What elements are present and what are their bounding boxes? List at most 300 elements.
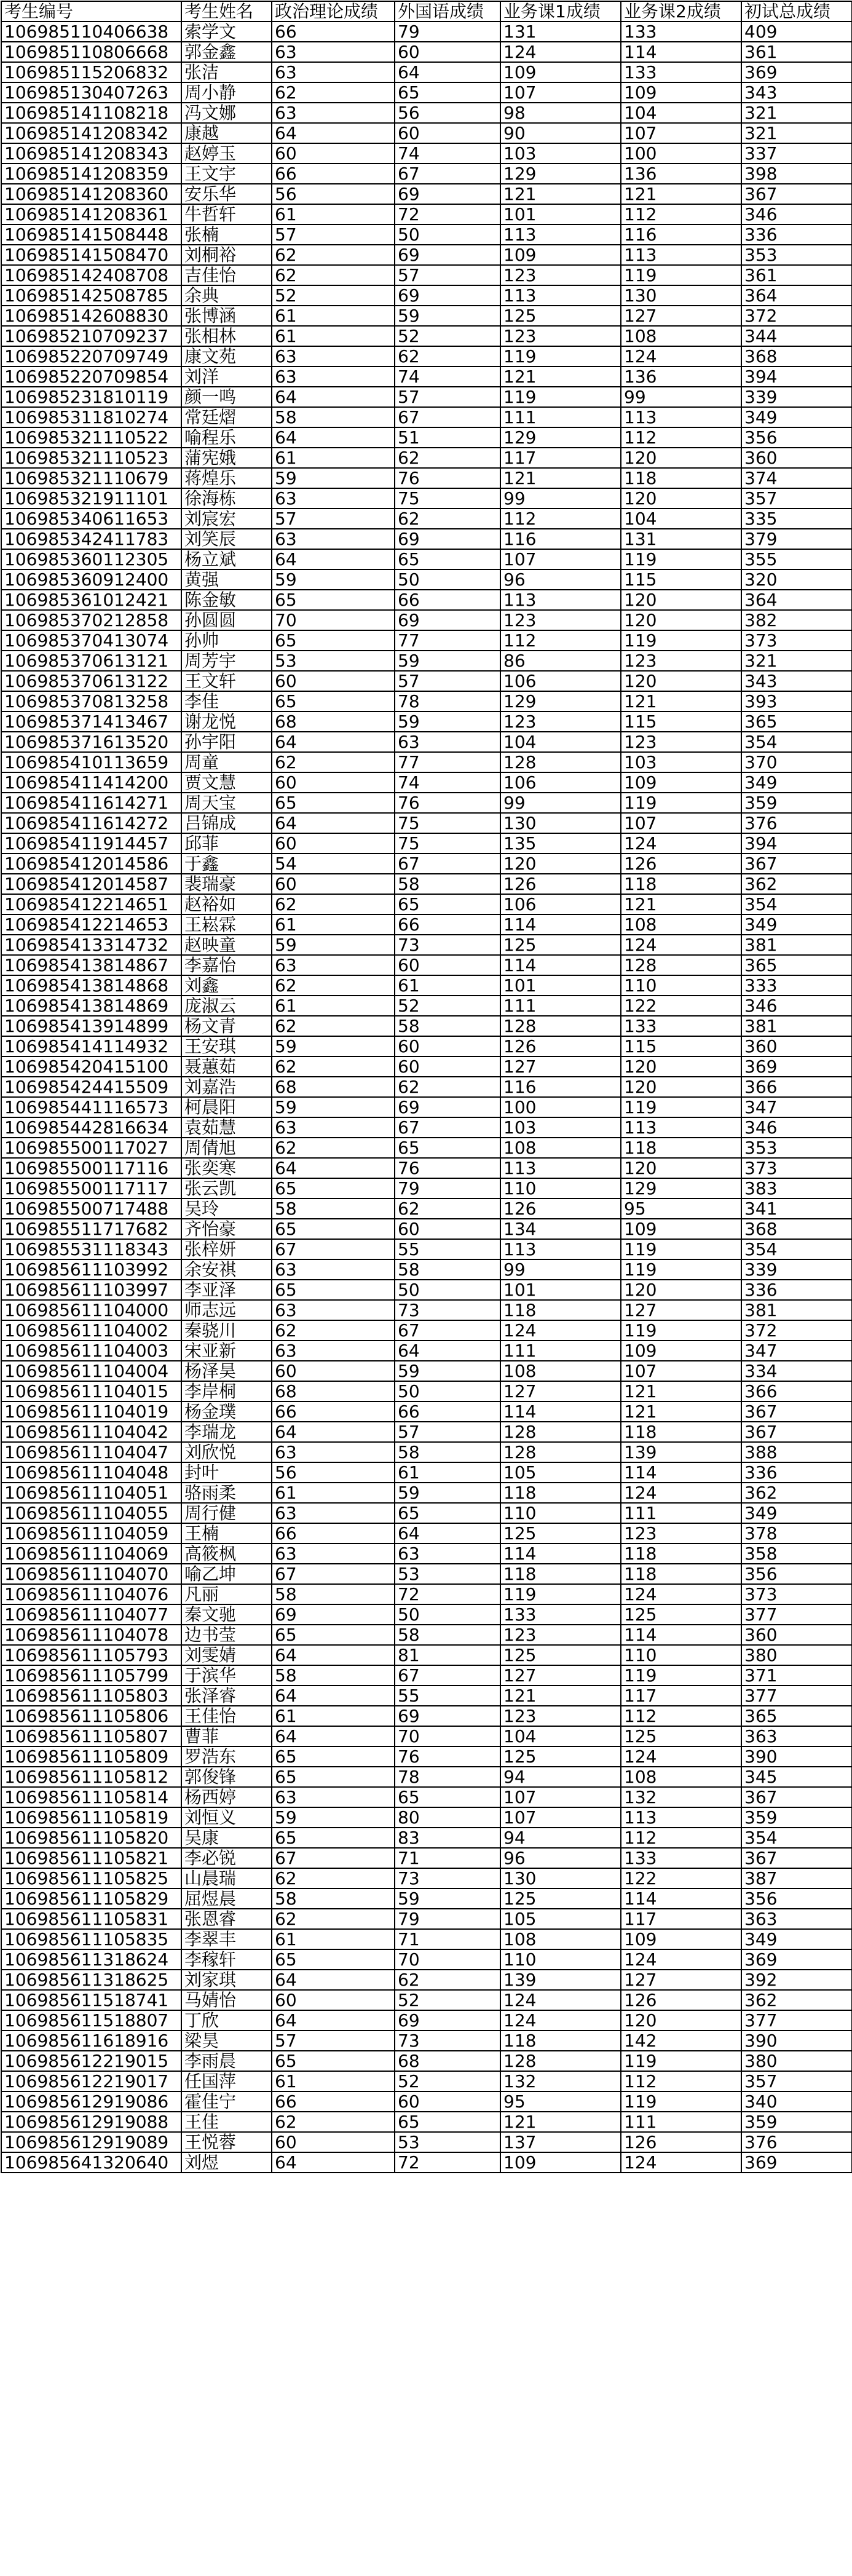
politics-score-cell: 64 xyxy=(272,1422,395,1442)
subject2-score-cell: 133 xyxy=(621,1848,741,1868)
table-row xyxy=(1,204,852,224)
subject2-score-cell: 99 xyxy=(621,387,741,407)
foreign-language-score-cell: 80 xyxy=(395,1807,500,1828)
candidate-id-cell: 106985141108218 xyxy=(1,103,181,123)
table-row xyxy=(1,407,852,427)
subject2-score-cell: 117 xyxy=(621,1909,741,1929)
candidate-id-cell: 106985371613520 xyxy=(1,732,181,752)
subject2-score-cell: 113 xyxy=(621,1807,741,1828)
table-row xyxy=(1,651,852,671)
table-row xyxy=(1,711,852,732)
foreign-language-score-cell: 51 xyxy=(395,427,500,448)
foreign-language-score-cell: 60 xyxy=(395,1036,500,1056)
foreign-language-score-cell: 79 xyxy=(395,22,500,42)
subject1-score-cell: 121 xyxy=(500,1686,621,1706)
total-score-cell: 359 xyxy=(741,793,852,813)
total-score-cell: 365 xyxy=(741,955,852,975)
candidate-name-cell: 罗浩东 xyxy=(181,1746,272,1767)
table-row xyxy=(1,468,852,488)
candidate-name-cell: 刘嘉浩 xyxy=(181,1077,272,1097)
politics-score-cell: 57 xyxy=(272,224,395,245)
subject2-score-cell: 112 xyxy=(621,2071,741,2091)
candidate-name-cell: 刘煜 xyxy=(181,2152,272,2173)
total-score-cell: 377 xyxy=(741,1686,852,1706)
subject1-score-cell: 117 xyxy=(500,448,621,468)
politics-score-cell: 59 xyxy=(272,935,395,955)
politics-score-cell: 63 xyxy=(272,1442,395,1462)
candidate-name-cell: 赵裕如 xyxy=(181,894,272,914)
subject1-score-cell: 125 xyxy=(500,306,621,326)
foreign-language-score-cell: 69 xyxy=(395,1097,500,1117)
candidate-id-cell: 106985531118343 xyxy=(1,1239,181,1259)
total-score-cell: 373 xyxy=(741,630,852,651)
subject2-score-cell: 118 xyxy=(621,1422,741,1442)
total-score-cell: 358 xyxy=(741,1544,852,1564)
foreign-language-score-cell: 71 xyxy=(395,1929,500,1949)
candidate-id-cell: 106985611104059 xyxy=(1,1523,181,1544)
table-row xyxy=(1,1117,852,1138)
table-row xyxy=(1,164,852,184)
table-row xyxy=(1,874,852,894)
subject2-score-cell: 124 xyxy=(621,1746,741,1767)
foreign-language-score-cell: 58 xyxy=(395,1625,500,1645)
politics-score-cell: 57 xyxy=(272,509,395,529)
subject1-score-cell: 107 xyxy=(500,82,621,103)
total-score-cell: 335 xyxy=(741,509,852,529)
politics-score-cell: 66 xyxy=(272,1523,395,1544)
subject2-score-cell: 118 xyxy=(621,874,741,894)
foreign-language-score-cell: 55 xyxy=(395,1686,500,1706)
candidate-name-cell: 刘恒义 xyxy=(181,1807,272,1828)
candidate-id-cell: 106985611105829 xyxy=(1,1888,181,1909)
subject2-score-cell: 121 xyxy=(621,1381,741,1401)
subject1-score-cell: 130 xyxy=(500,1868,621,1888)
subject2-score-cell: 119 xyxy=(621,793,741,813)
subject1-score-cell: 109 xyxy=(500,245,621,265)
total-score-cell: 362 xyxy=(741,874,852,894)
politics-score-cell: 60 xyxy=(272,2132,395,2152)
total-score-cell: 336 xyxy=(741,224,852,245)
subject1-score-cell: 114 xyxy=(500,1544,621,1564)
politics-score-cell: 63 xyxy=(272,1503,395,1523)
subject1-score-cell: 112 xyxy=(500,630,621,651)
table-row xyxy=(1,1280,852,1300)
table-row xyxy=(1,1949,852,1970)
foreign-language-score-cell: 53 xyxy=(395,1564,500,1584)
table-row xyxy=(1,1320,852,1341)
subject2-score-cell: 119 xyxy=(621,1259,741,1280)
subject1-score-cell: 111 xyxy=(500,1341,621,1361)
candidate-id-cell: 106985115206832 xyxy=(1,62,181,82)
total-score-cell: 359 xyxy=(741,1807,852,1828)
table-row xyxy=(1,1645,852,1665)
candidate-name-cell: 王文宇 xyxy=(181,164,272,184)
table-row xyxy=(1,732,852,752)
subject1-score-cell: 96 xyxy=(500,1848,621,1868)
candidate-name-cell: 吴康 xyxy=(181,1828,272,1848)
politics-score-cell: 63 xyxy=(272,1117,395,1138)
candidate-id-cell: 106985141208343 xyxy=(1,143,181,164)
subject2-score-cell: 125 xyxy=(621,1726,741,1746)
foreign-language-score-cell: 60 xyxy=(395,1219,500,1239)
subject2-score-cell: 123 xyxy=(621,651,741,671)
foreign-language-score-cell: 65 xyxy=(395,1138,500,1158)
table-row xyxy=(1,1422,852,1442)
candidate-name-cell: 柯晨阳 xyxy=(181,1097,272,1117)
subject2-score-cell: 109 xyxy=(621,772,741,793)
candidate-name-cell: 张奕寒 xyxy=(181,1158,272,1178)
table-row xyxy=(1,793,852,813)
subject2-score-cell: 139 xyxy=(621,1442,741,1462)
candidate-id-cell: 106985611104019 xyxy=(1,1401,181,1422)
politics-score-cell: 68 xyxy=(272,1077,395,1097)
total-score-cell: 381 xyxy=(741,1016,852,1036)
candidate-id-cell: 106985611105835 xyxy=(1,1929,181,1949)
candidate-name-cell: 边书莹 xyxy=(181,1625,272,1645)
subject1-score-cell: 127 xyxy=(500,1665,621,1686)
candidate-id-cell: 106985611104002 xyxy=(1,1320,181,1341)
candidate-id-cell: 106985370613122 xyxy=(1,671,181,691)
table-row xyxy=(1,103,852,123)
candidate-id-cell: 106985420415100 xyxy=(1,1056,181,1077)
table-row xyxy=(1,1056,852,1077)
foreign-language-score-cell: 64 xyxy=(395,62,500,82)
candidate-id-cell: 106985220709749 xyxy=(1,346,181,367)
candidate-name-cell: 刘宸宏 xyxy=(181,509,272,529)
candidate-id-cell: 106985110806668 xyxy=(1,42,181,62)
candidate-name-cell: 王悦蓉 xyxy=(181,2132,272,2152)
total-score-cell: 373 xyxy=(741,1584,852,1604)
candidate-id-cell: 106985500117116 xyxy=(1,1158,181,1178)
subject2-score-cell: 104 xyxy=(621,509,741,529)
total-score-cell: 372 xyxy=(741,306,852,326)
candidate-id-cell: 106985511717682 xyxy=(1,1219,181,1239)
table-row xyxy=(1,1625,852,1645)
subject2-score-cell: 115 xyxy=(621,711,741,732)
total-score-cell: 363 xyxy=(741,1909,852,1929)
foreign-language-score-cell: 70 xyxy=(395,1726,500,1746)
subject1-score-cell: 121 xyxy=(500,2112,621,2132)
candidate-name-cell: 喻程乐 xyxy=(181,427,272,448)
subject1-score-cell: 127 xyxy=(500,1056,621,1077)
candidate-id-cell: 106985414114932 xyxy=(1,1036,181,1056)
subject1-score-cell: 119 xyxy=(500,387,621,407)
foreign-language-score-cell: 67 xyxy=(395,164,500,184)
candidate-name-cell: 索学文 xyxy=(181,22,272,42)
table-row xyxy=(1,610,852,630)
table-row xyxy=(1,590,852,610)
foreign-language-score-cell: 76 xyxy=(395,1158,500,1178)
subject1-score-cell: 107 xyxy=(500,1807,621,1828)
politics-score-cell: 64 xyxy=(272,1970,395,1990)
politics-score-cell: 65 xyxy=(272,1746,395,1767)
politics-score-cell: 61 xyxy=(272,1929,395,1949)
candidate-id-cell: 106985611318625 xyxy=(1,1970,181,1990)
candidate-id-cell: 106985141508448 xyxy=(1,224,181,245)
subject1-score-cell: 104 xyxy=(500,1726,621,1746)
table-row xyxy=(1,1848,852,1868)
total-score-cell: 362 xyxy=(741,1483,852,1503)
subject2-score-cell: 107 xyxy=(621,813,741,833)
total-score-cell: 369 xyxy=(741,1056,852,1077)
table-row xyxy=(1,996,852,1016)
subject2-score-cell: 121 xyxy=(621,184,741,204)
subject2-score-cell: 131 xyxy=(621,529,741,549)
foreign-language-score-cell: 63 xyxy=(395,732,500,752)
foreign-language-score-cell: 74 xyxy=(395,772,500,793)
candidate-name-cell: 郭俊锋 xyxy=(181,1767,272,1787)
candidate-id-cell: 106985611104069 xyxy=(1,1544,181,1564)
candidate-id-cell: 106985360912400 xyxy=(1,569,181,590)
foreign-language-score-cell: 76 xyxy=(395,1746,500,1767)
total-score-cell: 354 xyxy=(741,894,852,914)
politics-score-cell: 61 xyxy=(272,2071,395,2091)
candidate-name-cell: 周天宝 xyxy=(181,793,272,813)
total-score-cell: 394 xyxy=(741,833,852,854)
candidate-name-cell: 张梓妍 xyxy=(181,1239,272,1259)
subject2-score-cell: 120 xyxy=(621,1280,741,1300)
politics-score-cell: 65 xyxy=(272,630,395,651)
total-score-cell: 366 xyxy=(741,1077,852,1097)
subject1-score-cell: 94 xyxy=(500,1767,621,1787)
total-score-cell: 381 xyxy=(741,935,852,955)
candidate-id-cell: 106985612919086 xyxy=(1,2091,181,2112)
total-score-cell: 380 xyxy=(741,2051,852,2071)
subject2-score-cell: 114 xyxy=(621,1888,741,1909)
table-row xyxy=(1,630,852,651)
table-row xyxy=(1,1828,852,1848)
subject1-score-cell: 112 xyxy=(500,509,621,529)
table-row xyxy=(1,1564,852,1584)
candidate-id-cell: 106985411914457 xyxy=(1,833,181,854)
candidate-name-cell: 谢龙悦 xyxy=(181,711,272,732)
subject2-score-cell: 111 xyxy=(621,2112,741,2132)
candidate-id-cell: 106985370212858 xyxy=(1,610,181,630)
subject1-score-cell: 110 xyxy=(500,1949,621,1970)
table-row xyxy=(1,1138,852,1158)
subject2-score-cell: 104 xyxy=(621,103,741,123)
candidate-name-cell: 李瑞龙 xyxy=(181,1422,272,1442)
politics-score-cell: 65 xyxy=(272,1949,395,1970)
subject1-score-cell: 134 xyxy=(500,1219,621,1239)
candidate-name-cell: 骆雨柔 xyxy=(181,1483,272,1503)
candidate-id-cell: 106985413814868 xyxy=(1,975,181,996)
subject2-score-cell: 120 xyxy=(621,2010,741,2031)
politics-score-cell: 60 xyxy=(272,772,395,793)
total-score-cell: 388 xyxy=(741,1442,852,1462)
foreign-language-score-cell: 60 xyxy=(395,123,500,143)
foreign-language-score-cell: 67 xyxy=(395,854,500,874)
candidate-name-cell: 王安琪 xyxy=(181,1036,272,1056)
subject1-score-cell: 113 xyxy=(500,224,621,245)
subject2-score-cell: 120 xyxy=(621,1158,741,1178)
politics-score-cell: 63 xyxy=(272,1544,395,1564)
candidate-id-cell: 106985220709854 xyxy=(1,367,181,387)
candidate-id-cell: 106985611518807 xyxy=(1,2010,181,2031)
candidate-name-cell: 孙圆圆 xyxy=(181,610,272,630)
candidate-id-cell: 106985321911101 xyxy=(1,488,181,509)
foreign-language-score-cell: 74 xyxy=(395,367,500,387)
score-table xyxy=(1,1,852,2173)
subject2-score-cell: 114 xyxy=(621,42,741,62)
politics-score-cell: 59 xyxy=(272,468,395,488)
table-row xyxy=(1,549,852,569)
total-score-cell: 394 xyxy=(741,367,852,387)
subject2-score-cell: 119 xyxy=(621,630,741,651)
table-row xyxy=(1,509,852,529)
politics-score-cell: 58 xyxy=(272,1665,395,1686)
total-score-cell: 398 xyxy=(741,164,852,184)
politics-score-cell: 64 xyxy=(272,123,395,143)
total-score-cell: 381 xyxy=(741,1300,852,1320)
foreign-language-score-cell: 50 xyxy=(395,224,500,245)
total-score-cell: 376 xyxy=(741,813,852,833)
subject2-score-cell: 111 xyxy=(621,1503,741,1523)
subject2-score-cell: 122 xyxy=(621,1868,741,1888)
foreign-language-score-cell: 66 xyxy=(395,1401,500,1422)
table-row xyxy=(1,367,852,387)
table-row xyxy=(1,62,852,82)
subject1-score-cell: 116 xyxy=(500,529,621,549)
politics-score-cell: 64 xyxy=(272,387,395,407)
subject1-score-cell: 113 xyxy=(500,590,621,610)
candidate-name-cell: 刘欣悦 xyxy=(181,1442,272,1462)
subject1-score-cell: 101 xyxy=(500,975,621,996)
politics-score-cell: 64 xyxy=(272,2152,395,2173)
foreign-language-score-cell: 57 xyxy=(395,265,500,285)
politics-score-cell: 62 xyxy=(272,975,395,996)
candidate-id-cell: 106985210709237 xyxy=(1,326,181,346)
foreign-language-score-cell: 59 xyxy=(395,1888,500,1909)
foreign-language-score-cell: 65 xyxy=(395,82,500,103)
candidate-name-cell: 陈金敏 xyxy=(181,590,272,610)
table-row xyxy=(1,1300,852,1320)
subject1-score-cell: 118 xyxy=(500,1564,621,1584)
table-row xyxy=(1,143,852,164)
candidate-name-cell: 山晨瑞 xyxy=(181,1868,272,1888)
subject2-score-cell: 124 xyxy=(621,833,741,854)
subject1-score-cell: 108 xyxy=(500,1929,621,1949)
candidate-id-cell: 106985500117117 xyxy=(1,1178,181,1199)
subject1-score-cell: 130 xyxy=(500,813,621,833)
foreign-language-score-cell: 62 xyxy=(395,1199,500,1219)
table-row xyxy=(1,2071,852,2091)
subject1-score-cell: 123 xyxy=(500,1706,621,1726)
total-score-cell: 349 xyxy=(741,772,852,793)
subject1-score-cell: 105 xyxy=(500,1462,621,1483)
foreign-language-score-cell: 79 xyxy=(395,1909,500,1929)
table-row xyxy=(1,1746,852,1767)
subject2-score-cell: 118 xyxy=(621,1544,741,1564)
politics-score-cell: 64 xyxy=(272,732,395,752)
politics-score-cell: 62 xyxy=(272,1320,395,1341)
total-score-cell: 339 xyxy=(741,387,852,407)
table-row xyxy=(1,306,852,326)
foreign-language-score-cell: 59 xyxy=(395,711,500,732)
politics-score-cell: 63 xyxy=(272,346,395,367)
table-row xyxy=(1,833,852,854)
politics-score-cell: 62 xyxy=(272,82,395,103)
candidate-name-cell: 师志远 xyxy=(181,1300,272,1320)
foreign-language-score-cell: 67 xyxy=(395,1320,500,1341)
candidate-name-cell: 周小静 xyxy=(181,82,272,103)
table-row xyxy=(1,1462,852,1483)
total-score-cell: 379 xyxy=(741,529,852,549)
candidate-name-cell: 杨金璞 xyxy=(181,1401,272,1422)
politics-score-cell: 62 xyxy=(272,1056,395,1077)
candidate-id-cell: 106985360112305 xyxy=(1,549,181,569)
politics-score-cell: 63 xyxy=(272,42,395,62)
table-row xyxy=(1,427,852,448)
candidate-name-cell: 吉佳怡 xyxy=(181,265,272,285)
total-score-cell: 349 xyxy=(741,1929,852,1949)
foreign-language-score-cell: 59 xyxy=(395,1361,500,1381)
subject1-score-cell: 114 xyxy=(500,955,621,975)
total-score-cell: 356 xyxy=(741,1564,852,1584)
subject2-score-cell: 118 xyxy=(621,1564,741,1584)
candidate-name-cell: 贾文慧 xyxy=(181,772,272,793)
foreign-language-score-cell: 57 xyxy=(395,387,500,407)
subject2-score-cell: 120 xyxy=(621,448,741,468)
subject2-score-cell: 119 xyxy=(621,1097,741,1117)
subject2-score-cell: 112 xyxy=(621,427,741,448)
subject1-score-cell: 128 xyxy=(500,752,621,772)
table-row xyxy=(1,82,852,103)
foreign-language-score-cell: 61 xyxy=(395,975,500,996)
total-score-cell: 364 xyxy=(741,590,852,610)
foreign-language-score-cell: 66 xyxy=(395,590,500,610)
politics-score-cell: 62 xyxy=(272,245,395,265)
foreign-language-score-cell: 64 xyxy=(395,1341,500,1361)
candidate-name-cell: 张泽睿 xyxy=(181,1686,272,1706)
politics-score-cell: 57 xyxy=(272,2031,395,2051)
politics-score-cell: 60 xyxy=(272,833,395,854)
table-row xyxy=(1,691,852,711)
politics-score-cell: 60 xyxy=(272,671,395,691)
candidate-id-cell: 106985611518741 xyxy=(1,1990,181,2010)
candidate-id-cell: 106985611105819 xyxy=(1,1807,181,1828)
subject2-score-cell: 132 xyxy=(621,1787,741,1807)
candidate-name-cell: 王佳怡 xyxy=(181,1706,272,1726)
foreign-language-score-cell: 50 xyxy=(395,1381,500,1401)
candidate-name-cell: 冯文娜 xyxy=(181,103,272,123)
subject1-score-cell: 133 xyxy=(500,1604,621,1625)
total-score-cell: 337 xyxy=(741,143,852,164)
candidate-name-cell: 赵映童 xyxy=(181,935,272,955)
politics-score-cell: 69 xyxy=(272,1604,395,1625)
table-row xyxy=(1,2051,852,2071)
total-score-cell: 370 xyxy=(741,752,852,772)
table-row xyxy=(1,854,852,874)
foreign-language-score-cell: 75 xyxy=(395,488,500,509)
subject1-score-cell: 98 xyxy=(500,103,621,123)
total-score-cell: 353 xyxy=(741,245,852,265)
foreign-language-score-cell: 72 xyxy=(395,1584,500,1604)
politics-score-cell: 62 xyxy=(272,1909,395,1929)
total-score-cell: 334 xyxy=(741,1361,852,1381)
table-row xyxy=(1,1097,852,1117)
total-score-cell: 377 xyxy=(741,1604,852,1625)
politics-score-cell: 61 xyxy=(272,996,395,1016)
subject2-score-cell: 103 xyxy=(621,752,741,772)
politics-score-cell: 58 xyxy=(272,1888,395,1909)
candidate-name-cell: 霍佳宁 xyxy=(181,2091,272,2112)
subject1-score-cell: 124 xyxy=(500,1990,621,2010)
subject1-score-cell: 114 xyxy=(500,1401,621,1422)
table-row xyxy=(1,772,852,793)
subject1-score-cell: 139 xyxy=(500,1970,621,1990)
candidate-id-cell: 106985321110523 xyxy=(1,448,181,468)
